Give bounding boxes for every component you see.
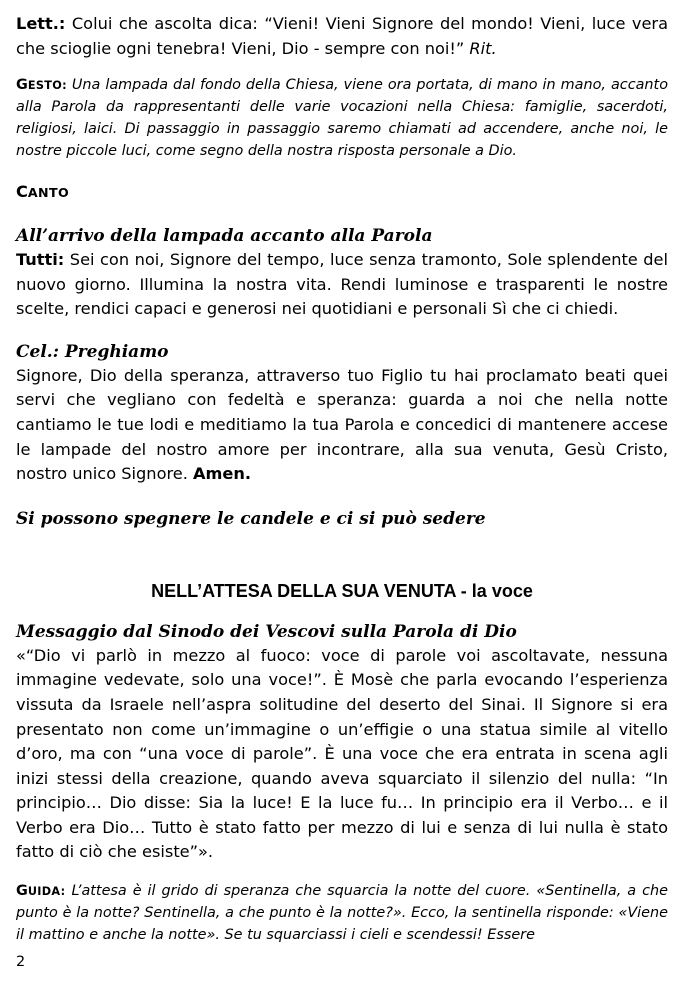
gesto-paragraph (16, 75, 668, 162)
gesto-label-rest: ESTO: (27, 79, 67, 93)
guida-paragraph (16, 881, 668, 946)
messaggio-paragraph (16, 644, 668, 865)
canto-initial: C (16, 182, 28, 202)
page-number: 2 (16, 954, 26, 970)
rit-label: Rit. (469, 38, 497, 58)
section-title: NELL’ATTESA DELLA SUA VENUTA - la voce (151, 580, 533, 601)
guida-label-rest: UIDA: (27, 885, 66, 899)
preghiera-heading: Cel.: Preghiamo (16, 341, 169, 362)
preghiera-paragraph (16, 364, 668, 487)
messaggio-heading: Messaggio dal Sinodo dei Vescovi sulla Parola di Dio (16, 621, 517, 642)
arrivo-paragraph (16, 248, 668, 322)
preghiera-text: Signore, Dio della speranza, attraverso tuo Figlio tu hai proclamato beati quei servi che vegliano con fedeltà e speranza: guarda a noi che nella notte cantiamo le tue lodi e meditiamo la tua Parola e concedici di mantenere accese le lampade del nostro amore per incontrare, alla sua venuta, Gesù Cristo, nostro unico Signore. (16, 365, 668, 484)
canto-heading (16, 180, 668, 206)
amen-label: Amen. (193, 464, 252, 484)
messaggio-text: «“Dio vi parlò in mezzo al fuoco: voce di parole voi ascoltavate, nessuna immagine vedevate, solo una voce!”. È Mosè che parla evocando l’esperienza vissuta da Israele nell’aspra solitudine del deserto del Sinai. Il Signore si era presentato non come un’immagine o un’effigie o una statua simile al vitello d’oro, ma con “una voce di parole”. È una voce che era entrata in scena agli inizi stessi della creazione, quando aveva squarciato il silenzio del nulla: “In principio… Dio disse: Sia la luce! E la luce fu… In principio era il Verbo… e il Verbo era Dio… Tutto è stato fatto per mezzo di lui e senza di lui nulla è stato fatto di ciò che esiste”». (16, 645, 668, 862)
gesto-text: Una lampada dal fondo della Chiesa, viene ora portata, di mano in mano, accanto alla Parola da rappresentanti delle varie vocazioni nella Chiesa: famiglie, sacerdoti, religiosi, laici. Di passaggio in passaggio saremo chiamati ad accendere, anche noi, le nostre piccole luci, come segno della nostra risposta personale a Dio. (16, 77, 668, 159)
document-page (16, 8, 668, 946)
tutti-label: Tutti: (16, 249, 65, 269)
lettore-paragraph (16, 12, 668, 61)
lettore-label: Lett.: (16, 14, 66, 33)
arrivo-heading: All’arrivo della lampada accanto alla Parola (16, 225, 433, 246)
gesto-label-initial: G (16, 77, 28, 94)
guida-label-initial: G (16, 883, 28, 900)
canto-rest: ANTO (27, 185, 70, 201)
candele-instruction: Si possono spegnere le candele e ci si può sedere (16, 508, 486, 529)
arrivo-text: Sei con noi, Signore del tempo, luce senza tramonto, Sole splendente del nuovo giorno. Illumina la nostra vita. Rendi luminose e trasparenti le nostre scelte, rendici capaci e generosi nei quotidiani e personali Sì che ci chiedi. (16, 249, 668, 319)
guida-text: L’attesa è il grido di speranza che squarcia la notte del cuore. «Sentinella, a che punto è la notte? Sentinella, a che punto è la notte?». Ecco, la sentinella risponde: «Viene il mattino e anche la notte». Se tu squarciassi i cieli e scendessi! Essere (16, 883, 668, 943)
lettore-text: Colui che ascolta dica: “Vieni! Vieni Signore del mondo! Vieni, luce vera che scioglie ogni tenebra! Vieni, Dio - sempre con noi!” (16, 14, 668, 58)
